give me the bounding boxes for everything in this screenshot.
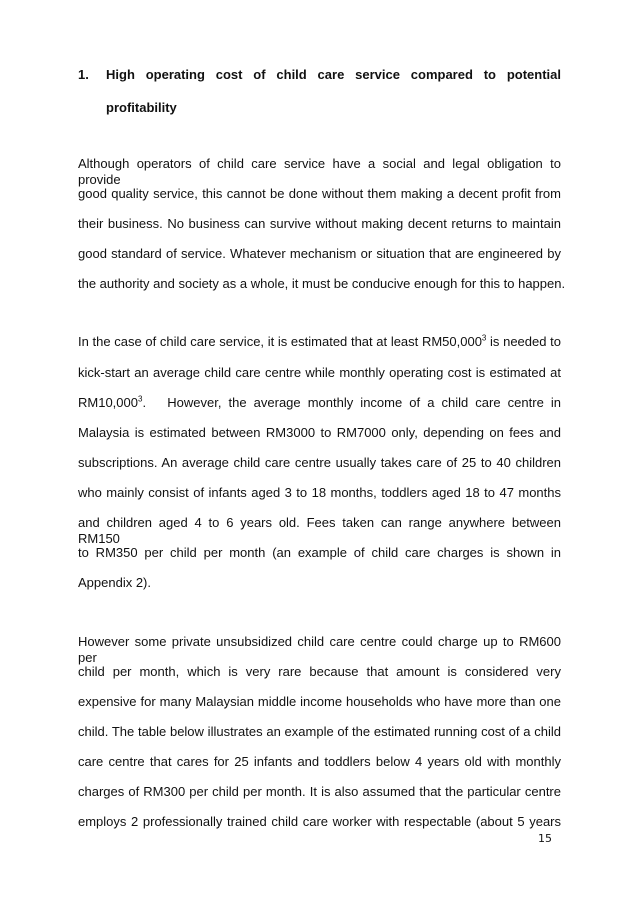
- paragraph-line: Malaysia is estimated between RM3000 to RM7000 only, depending on fees and: [78, 425, 561, 440]
- paragraph-line: good standard of service. Whatever mechanism or situation that are engineered by: [78, 246, 561, 261]
- paragraph-line: good quality service, this cannot be done without them making a decent profit from: [78, 186, 561, 201]
- paragraph-line: Appendix 2).: [78, 575, 151, 590]
- paragraph-line: Although operators of child care service have a social and legal obligation to provide: [78, 156, 561, 187]
- paragraph-line: care centre that cares for 25 infants and toddlers below 4 years old with monthly: [78, 754, 561, 769]
- paragraph-line: kick-start an average child care centre while monthly operating cost is estimated at: [78, 365, 561, 380]
- paragraph-line: subscriptions. An average child care centre usually takes care of 25 to 40 children: [78, 455, 561, 470]
- paragraph-line: child per month, which is very rare because that amount is considered very: [78, 664, 561, 679]
- paragraph-line: In the case of child care service, it is estimated that at least RM50,000$^3$ is needed to: [78, 333, 561, 349]
- paragraph-line: to RM350 per child per month (an example of child care charges is shown in: [78, 545, 561, 560]
- paragraph-line: and children aged 4 to 6 years old. Fees taken can range anywhere between RM150: [78, 515, 561, 546]
- heading-line-1: High operating cost of child care service compared to potential: [106, 67, 561, 82]
- paragraph-line: expensive for many Malaysian middle income households who have more than one: [78, 694, 561, 709]
- paragraph-line: employs 2 professionally trained child care worker with respectable (about 5 years: [78, 814, 561, 829]
- footnote-ref: 3: [481, 333, 487, 343]
- footnote-ref: 3: [137, 394, 143, 404]
- paragraph-line: charges of RM300 per child per month. It is also assumed that the particular centre: [78, 784, 561, 799]
- paragraph-line: However some private unsubsidized child care centre could charge up to RM600 per: [78, 634, 561, 665]
- paragraph-line: their business. No business can survive without making decent returns to maintain: [78, 216, 561, 231]
- paragraph-line: the authority and society as a whole, it must be conducive enough for this to happen.: [78, 276, 566, 291]
- page-number: 15: [538, 832, 552, 845]
- paragraph-line: who mainly consist of infants aged 3 to 18 months, toddlers aged 18 to 47 months: [78, 485, 561, 500]
- heading-number: 1.: [78, 67, 89, 82]
- paragraph-line: child. The table below illustrates an example of the estimated running cost of a child: [78, 724, 561, 739]
- heading-line-2: profitability: [106, 100, 177, 115]
- paragraph-line: RM10,000$^3$. However, the average monthly income of a child care centre in: [78, 394, 561, 410]
